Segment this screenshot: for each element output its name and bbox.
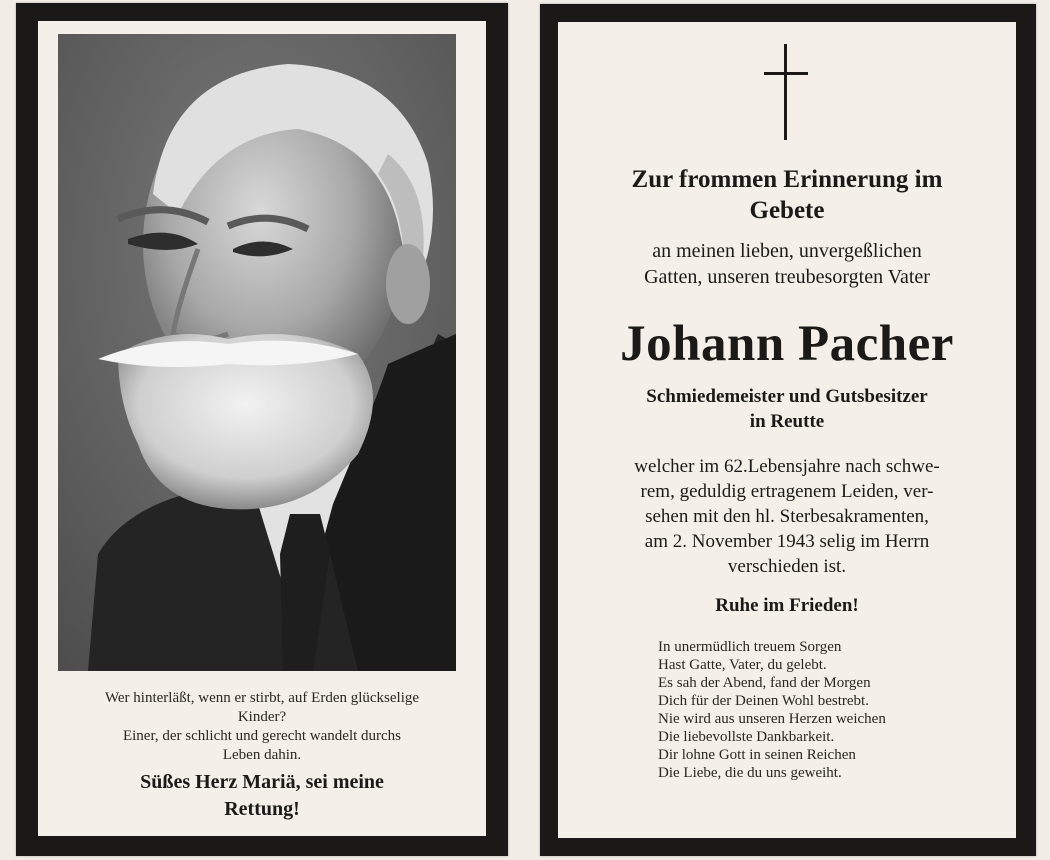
heading-line: Zur frommen Erinnerung im (631, 166, 943, 193)
portrait-illustration (58, 34, 456, 671)
left-card (38, 21, 486, 836)
right-card (558, 22, 1016, 838)
left-card-border (16, 3, 508, 856)
deceased-name: Johann Pacher (620, 316, 954, 372)
death-line: welcher im 62.Lebensjahre nach schwe- (634, 456, 940, 477)
profession-line: in Reutte (749, 411, 825, 432)
portrait-photo (58, 34, 456, 671)
left-verse (38, 689, 486, 765)
heading-line: Gebete (749, 197, 825, 224)
intro-line: an meinen lieben, unvergeßlichen (652, 240, 922, 262)
profession-line: Schmiedemeister und Gutsbesitzer (646, 386, 928, 407)
prayer-line: Süßes Herz Mariä, sei meine (140, 771, 384, 793)
left-prayer (38, 769, 486, 823)
rest-in-peace: Ruhe im Frieden! (715, 595, 859, 616)
memorial-heading (558, 164, 1016, 226)
death-line: rem, geduldig ertragenem Leiden, ver- (640, 481, 934, 502)
right-card-border (540, 4, 1036, 856)
poem-line: Hast Gatte, Vater, du gelebt. (658, 657, 827, 673)
verse-line: Einer, der schlicht und gerecht wandelt durchs (122, 728, 402, 744)
poem-line: Es sah der Abend, fand der Morgen (658, 675, 871, 691)
death-line: verschieden ist. (727, 556, 847, 577)
death-line: am 2. November 1943 selig im Herrn (644, 531, 930, 552)
intro-line: Gatten, unseren treubesorgten Vater (644, 266, 930, 288)
poem-line: Nie wird aus unseren Herzen weichen (658, 711, 886, 727)
verse-line: Kinder? (237, 709, 287, 725)
profession (558, 384, 1016, 434)
memorial-poem (658, 638, 886, 782)
memorial-intro (558, 238, 1016, 290)
cross-icon (762, 44, 810, 145)
poem-line: Dich für der Deinen Wohl bestrebt. (658, 693, 869, 709)
death-notice (558, 454, 1016, 579)
verse-line: Leben dahin. (222, 747, 302, 763)
poem-line: Dir lohne Gott in seinen Reichen (658, 747, 856, 763)
poem-line: Die Liebe, die du uns geweiht. (658, 765, 842, 781)
poem-line: Die liebevollste Dankbarkeit. (658, 729, 835, 745)
death-line: sehen mit den hl. Sterbesakramenten, (645, 506, 929, 527)
verse-line: Wer hinterläßt, wenn er stirbt, auf Erden glückselige (104, 690, 420, 706)
prayer-line: Rettung! (224, 798, 300, 820)
poem-line: In unermüdlich treuem Sorgen (658, 639, 842, 655)
